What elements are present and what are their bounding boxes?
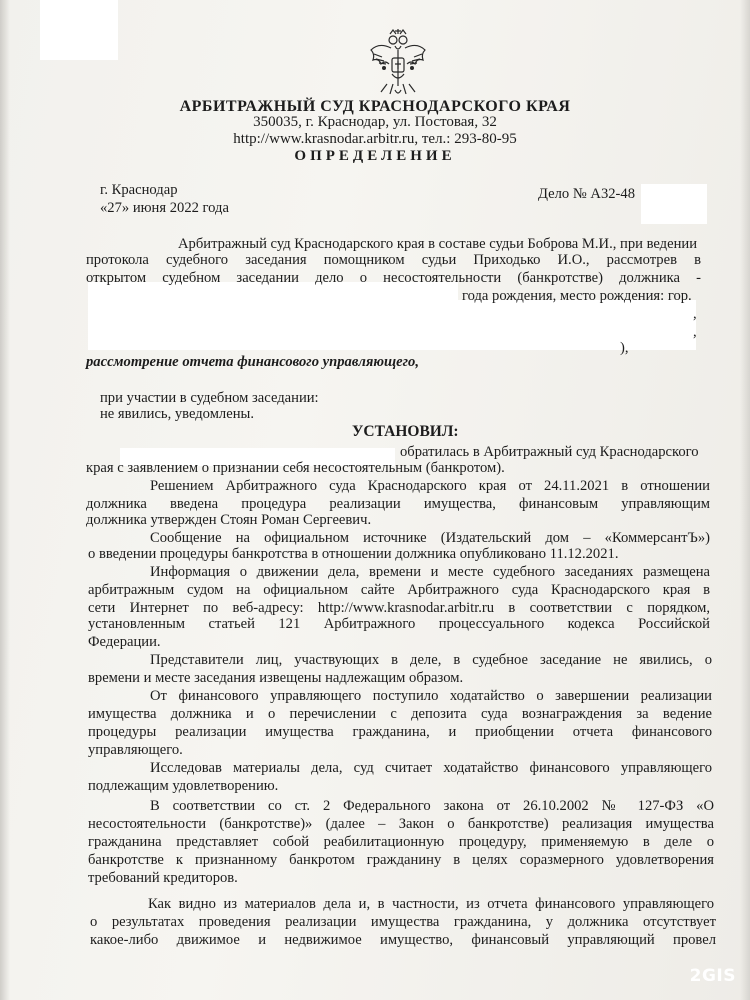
text-line: Решением Арбитражного суда Краснодарского края от 24.11.2021 в отношении <box>150 478 710 494</box>
text-line: должника утвержден Стоян Роман Сергеевич. <box>86 512 372 528</box>
text-line: , <box>693 306 697 322</box>
text-line: ), <box>620 340 629 356</box>
document-date: «27» июня 2022 года <box>100 200 229 216</box>
text-line: обратилась в Арбитражный суд Краснодарского <box>400 444 699 460</box>
text-line: Сообщение на официальном источнике (Издательский дом – «КоммерсантЪ») <box>150 530 710 546</box>
text-line: процедуры реализации имущества гражданина, и приобщении отчета финансового <box>88 724 712 740</box>
text-line: Как видно из материалов дела и, в частности, из отчета финансового управляющего <box>148 896 714 912</box>
document-type: ОПРЕДЕЛЕНИЕ <box>294 148 456 164</box>
text-line: В соответствии со ст. 2 Федерального закона от 26.10.2002 № 127-ФЗ «О <box>150 798 714 814</box>
text-line: арбитражным судом на официальном сайте Арбитражного суда Краснодарского края в <box>88 582 710 598</box>
case-number: Дело № А32-48 <box>538 186 635 202</box>
text-line: имущества должника и о перечислении с депозита суда вознаграждения за ведение <box>88 706 712 722</box>
text-line: не явились, уведомлены. <box>100 406 254 422</box>
court-website-phone: http://www.krasnodar.arbitr.ru, тел.: 293-80-95 <box>233 131 517 147</box>
text-line: о результатах проведения реализации имущества гражданина, у должника отсутствует <box>90 914 716 930</box>
coat-of-arms-icon <box>365 28 431 98</box>
text-line: Федерации. <box>88 634 161 650</box>
text-line: года рождения, место рождения: гор. <box>462 288 692 304</box>
text-line: протокола судебного заседания помощником судьи Приходько И.О., рассмотрев в <box>86 252 701 268</box>
text-line: несостоятельности (банкротстве)» (далее – Закон о банкротстве) реализация имущества <box>88 816 714 832</box>
redaction-block <box>40 0 118 60</box>
text-line: сети Интернет по веб-адресу: http://www.krasnodar.arbitr.ru в соответствии с порядком, <box>88 600 710 616</box>
text-line: края с заявлением о признании себя несостоятельным (банкротом). <box>86 460 505 476</box>
text-line: банкротстве к признанному банкротом гражданину в целях соразмерного удовлетворения <box>88 852 714 868</box>
text-line: времени и месте заседания извещены надлежащим образом. <box>88 670 464 686</box>
text-line: гражданина представляет собой реабилитационную процедуру, применяемую в деле о <box>88 834 714 850</box>
text-line: Исследовав материалы дела, суд считает ходатайство финансового управляющего <box>150 760 712 776</box>
section-heading: УСТАНОВИЛ: <box>352 423 459 440</box>
text-line: открытом судебном заседании дело о несостоятельности (банкротстве) должника - <box>86 270 701 286</box>
text-line: Арбитражный суд Краснодарского края в составе судьи Боброва М.И., при ведении <box>178 236 698 252</box>
text-line: , <box>693 324 697 340</box>
court-name: АРБИТРАЖНЫЙ СУД КРАСНОДАРСКОГО КРАЯ <box>179 98 571 115</box>
text-line: От финансового управляющего поступило ходатайство о завершении реализации <box>150 688 712 704</box>
redaction-block <box>641 184 707 224</box>
text-line: о введении процедуры банкротства в отношении должника опубликовано 11.12.2021. <box>88 546 619 562</box>
city: г. Краснодар <box>100 182 178 198</box>
text-line: управляющего. <box>88 742 183 758</box>
text-line: при участии в судебном заседании: <box>100 390 319 406</box>
court-address: 350035, г. Краснодар, ул. Постовая, 32 <box>253 114 497 130</box>
text-line: подлежащим удовлетворению. <box>88 778 279 794</box>
text-line: Представители лиц, участвующих в деле, в судебное заседание не явились, о <box>150 652 712 668</box>
text-line: установленным статьей 121 Арбитражного процессуального кодекса Российской <box>88 616 710 632</box>
text-line: должника введена процедура реализации имущества, финансовым управляющим <box>86 496 710 512</box>
watermark-logo: 2GIS <box>689 966 736 986</box>
text-line: какое-либо движимое и недвижимое имущество, финансовый управляющий провел <box>90 932 716 948</box>
text-line: Информация о движении дела, времени и месте судебного заседаниях размещена <box>150 564 710 580</box>
text-line: требований кредиторов. <box>88 870 238 886</box>
text-line-italic: рассмотрение отчета финансового управляющего, <box>86 354 419 370</box>
redaction-block <box>88 300 696 350</box>
